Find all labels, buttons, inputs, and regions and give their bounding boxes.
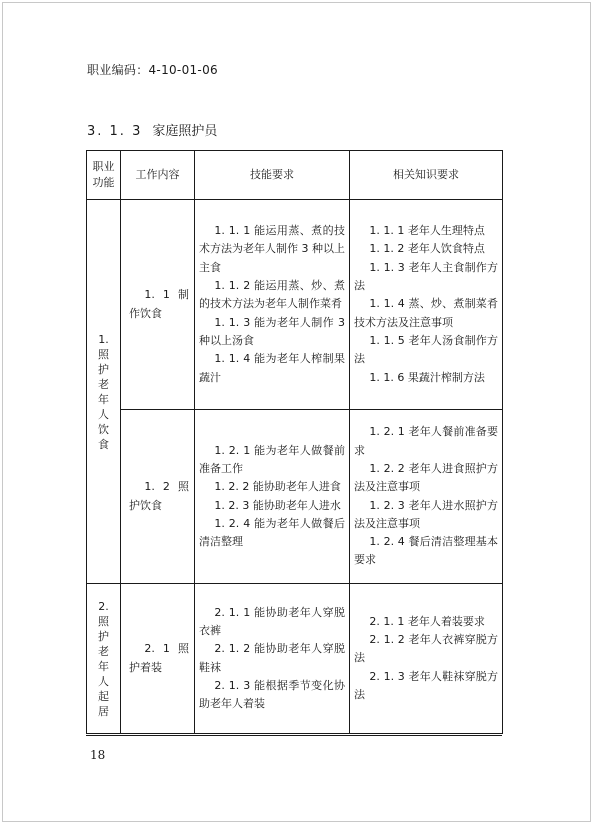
work-content-cell: 1. 1 制作饮食 [121,200,195,410]
header-work-content: 工作内容 [121,151,195,200]
skill-item: 2. 1. 1 能协助老年人穿脱衣裤 [199,605,345,637]
page-number: 18 [90,748,106,762]
header-skills: 技能要求 [195,151,350,200]
knowledge-item: 1. 1. 5 老年人汤食制作方法 [354,333,498,366]
knowledge-item: 1. 1. 3 老年人主食制作方法 [354,260,498,293]
skill-item: 1. 1. 2 能运用蒸、炒、煮的技术方法为老年人制作菜肴 [199,279,345,311]
knowledge-item: 1. 1. 1 老年人生理特点 [369,224,485,238]
knowledge-item: 1. 2. 1 老年人餐前准备要求 [354,425,498,457]
knowledge-item: 2. 1. 3 老年人鞋袜穿脱方法 [354,669,498,701]
knowledge-item: 2. 1. 2 老年人衣裤穿脱方法 [354,633,498,665]
section-number: 3. 1. 3 [87,124,143,139]
knowledge-item: 1. 2. 2 老年人进食照护方法及注意事项 [354,461,498,494]
skill-item: 1. 1. 1 能运用蒸、煮的技术方法为老年人制作 3 种以上主食 [199,224,345,274]
table-row [87,410,503,584]
skill-item: 1. 1. 3 能为老年人制作 3 种以上汤食 [199,315,345,347]
function-cell: 2. 照护老年人起居 [87,584,121,734]
skill-item: 1. 2. 1 能为老年人做餐前准备工作 [199,443,345,475]
skills-cell [195,584,350,734]
skill-item: 2. 1. 2 能协助老年人穿脱鞋袜 [199,642,345,674]
skills-cell [195,200,350,410]
table-row [87,200,503,410]
skill-item: 1. 2. 4 能为老年人做餐后清洁整理 [199,516,345,549]
knowledge-item: 1. 1. 6 果蔬汁榨制方法 [369,370,485,384]
skills-cell [195,410,350,584]
work-content-cell: 1. 2 照护饮食 [121,410,195,584]
knowledge-item: 1. 1. 4 蒸、炒、煮制菜肴技术方法及注意事项 [354,297,498,329]
knowledge-cell [350,584,503,734]
skill-item: 2. 1. 3 能根据季节变化协助老年人着装 [199,678,345,711]
skill-item: 1. 2. 2 能协助老年人进食 [214,480,341,494]
skills-table [86,150,503,734]
knowledge-item: 1. 2. 3 老年人进水照护方法及注意事项 [354,498,498,530]
skill-item: 1. 1. 4 能为老年人榨制果蔬汁 [199,352,345,384]
header-knowledge: 相关知识要求 [350,151,503,200]
work-content-cell: 2. 1 照护着装 [121,584,195,734]
table-row [87,584,503,734]
occupation-code: 职业编码：4-10-01-06 [87,63,218,77]
knowledge-item: 2. 1. 1 老年人着装要求 [369,614,485,628]
section-heading [87,120,217,139]
knowledge-item: 1. 2. 4 餐后清洁整理基本要求 [354,535,498,567]
header-function: 职业功能 [87,151,121,200]
skill-item: 1. 2. 3 能协助老年人进水 [214,498,341,512]
table-header-row [87,151,503,200]
section-title: 家庭照护员 [152,124,218,139]
knowledge-item: 1. 1. 2 老年人饮食特点 [369,242,485,256]
function-cell: 1. 照护老年人饮食 [87,200,121,584]
knowledge-cell [350,410,503,584]
knowledge-cell [350,200,503,410]
table-bottom-rule [86,735,502,736]
